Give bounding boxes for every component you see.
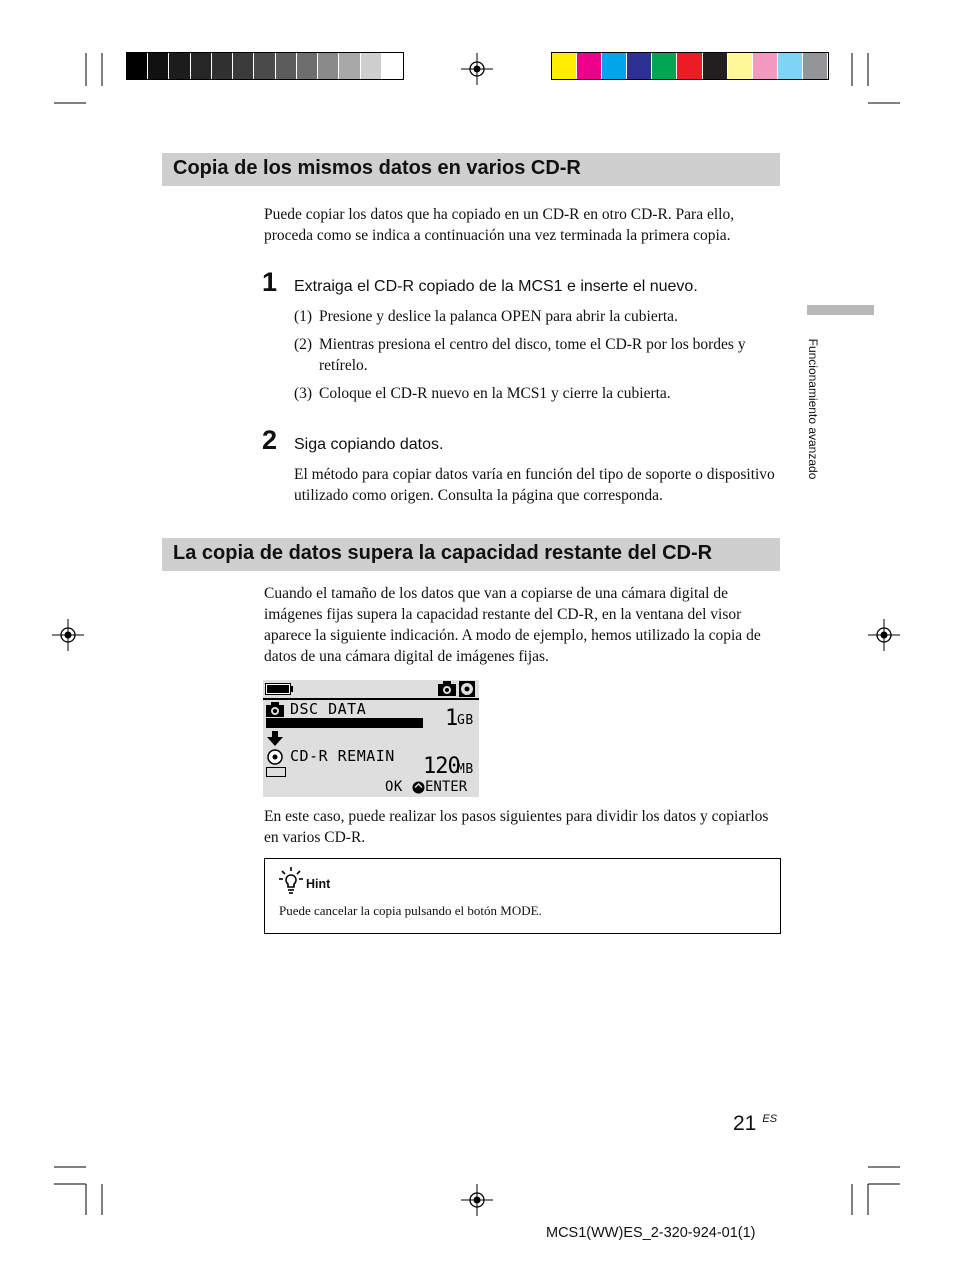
step-number: 1: [262, 267, 278, 297]
page-language: ES: [762, 1113, 778, 1125]
arrow-down-icon: [267, 731, 283, 746]
source-size-unit: GB: [457, 713, 474, 728]
page-number-value: 21: [733, 1112, 757, 1135]
hint-box: [264, 858, 781, 934]
registration-mark-top-icon: [461, 53, 493, 85]
intro-paragraph: Puede copiar los datos que ha copiado en un CD-R en otro CD-R. Para ello, proceda como se indica a continuación una vez terminada la primera copia.: [264, 206, 735, 244]
lightbulb-icon: [279, 867, 303, 895]
intro-paragraph: Cuando el tamaño de los datos que van a copiarse de una cámara digital de imágenes fijas supera la capacidad restante del CD-R, en la ventana del visor aparece la siguiente indicación. A modo de ejemplo, hemos utilizado la copia de datos de una cámara digital de imágenes fijas.: [264, 585, 761, 665]
media-outline-icon: [266, 767, 286, 777]
source-size-number: 1: [445, 706, 459, 731]
camera-icon: [266, 702, 284, 717]
page-number: [733, 1112, 777, 1136]
section-heading-band: [162, 538, 780, 571]
substep-text: Coloque el CD-R nuevo en la MCS1 y cierre la cubierta.: [319, 385, 671, 402]
dest-label: CD-R REMAIN: [290, 747, 395, 765]
enter-label: ENTER: [425, 779, 468, 795]
registration-mark-left-icon: [52, 619, 84, 651]
dest-size-number: 120: [423, 754, 460, 779]
substep-item: [294, 306, 784, 328]
substep-item: [294, 383, 784, 405]
step-title: Extraiga el CD-R copiado de la MCS1 e inserte el nuevo.: [294, 278, 698, 295]
after-paragraph: En este caso, puede realizar los pasos siguientes para dividir los datos y copiarlos en varios CD-R.: [264, 808, 769, 846]
viewfinder-display: [263, 680, 479, 797]
camera-icon: [438, 681, 456, 696]
section-heading-band: [162, 153, 780, 186]
document-code: MCS1(WW)ES_2-320-924-01(1): [546, 1225, 756, 1241]
battery-icon: [265, 683, 293, 695]
jog-dial-icon: [412, 781, 425, 794]
registration-mark-bottom-icon: [461, 1184, 493, 1216]
substep-number: (1): [294, 308, 313, 325]
substep-item: [294, 334, 784, 378]
hint-label: Hint: [306, 877, 331, 891]
step-number: 2: [262, 425, 278, 455]
disc-icon: [267, 749, 283, 765]
source-size-bar: [266, 718, 423, 728]
dest-size-unit: MB: [457, 762, 474, 777]
source-label: DSC DATA: [290, 700, 367, 718]
ok-label: OK: [385, 779, 403, 795]
substep-text: Presione y deslice la palanca OPEN para abrir la cubierta.: [319, 308, 678, 325]
hint-text: Puede cancelar la copia pulsando el botón MODE.: [279, 903, 542, 918]
side-tab-label: Funcionamiento avanzado: [806, 338, 820, 480]
disc-icon: [459, 681, 475, 697]
step-body: El método para copiar datos varía en función del tipo de soporte o dispositivo utilizado como origen. Consulta la página que corresponda.: [294, 466, 775, 504]
substep-number: (2): [294, 336, 313, 353]
section-title: Copia de los mismos datos en varios CD-R: [173, 157, 581, 179]
registration-mark-right-icon: [868, 619, 900, 651]
step-title: Siga copiando datos.: [294, 436, 444, 453]
section-title: La copia de datos supera la capacidad restante del CD-R: [173, 542, 713, 564]
substep-number: (3): [294, 385, 313, 402]
substep-text: Mientras presiona el centro del disco, tome el CD-R por los bordes y retírelo.: [319, 336, 746, 374]
